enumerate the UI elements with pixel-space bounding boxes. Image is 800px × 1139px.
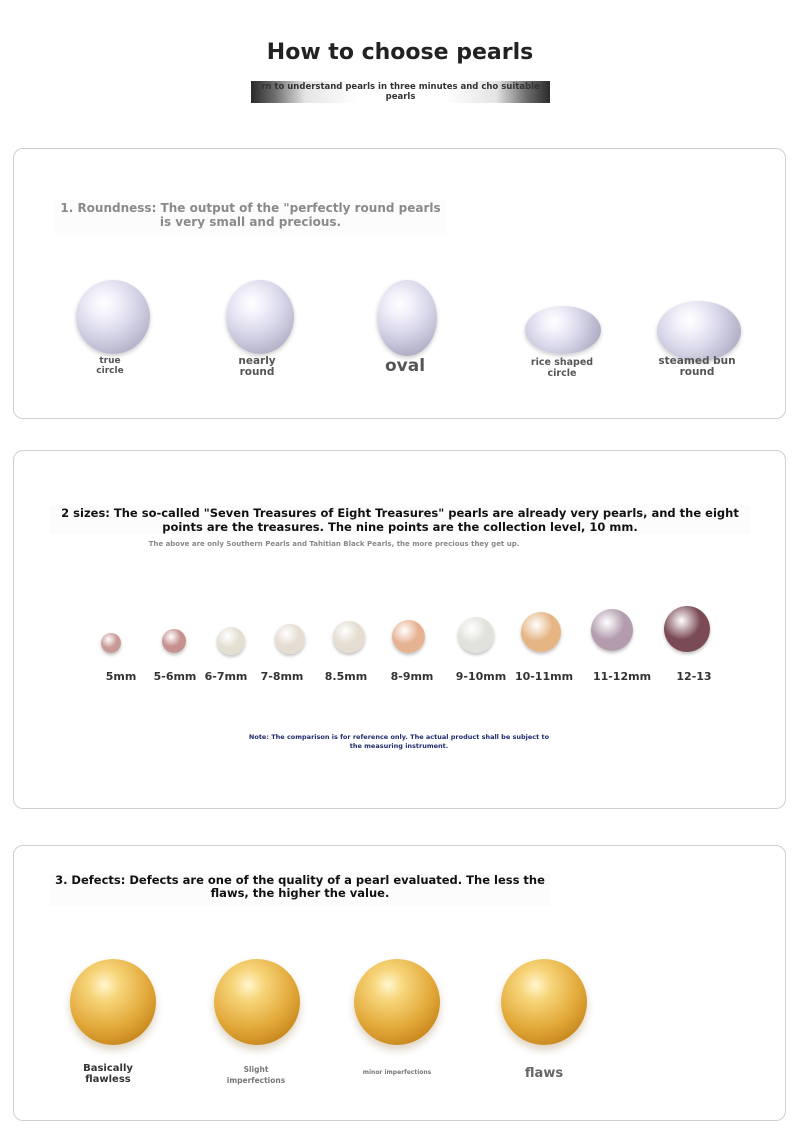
pearl-shape-label: oval (384, 356, 426, 376)
defect-label: Slight imperfections (226, 1065, 286, 1085)
size-pearl-8-9mm (392, 620, 425, 653)
pearl-shape-label: true circle (96, 356, 124, 376)
defects-panel (13, 845, 786, 1121)
size-label: 9-10mm (455, 670, 507, 683)
size-label: 5mm (105, 670, 137, 683)
size-label: 5-6mm (153, 670, 197, 683)
size-label: 10-11mm (514, 670, 574, 683)
true-circle-pearl (76, 280, 150, 354)
steamed-bun-pearl (657, 301, 741, 361)
defects-heading: 3. Defects: Defects are one of the quality of a pearl evaluated. The less the flaws, the higher the value. (50, 874, 550, 906)
flawless-pearl (70, 959, 156, 1045)
sizes-panel (13, 450, 786, 809)
size-label: 7-8mm (260, 670, 304, 683)
pearl-shape-label: steamed bun round (658, 355, 736, 378)
size-pearl-10-11mm (521, 612, 561, 652)
defect-label: minor imperfections (362, 1069, 432, 1076)
page-title: How to choose pearls (266, 40, 534, 65)
roundness-panel (13, 148, 786, 419)
defect-label: flaws (524, 1066, 564, 1081)
size-pearl-5mm (101, 633, 121, 653)
pearl-shape-label: rice shaped circle (530, 357, 594, 379)
size-label: 11-12mm (592, 670, 652, 683)
rice-shaped-pearl (525, 306, 601, 354)
flaws-pearl (501, 959, 587, 1045)
size-pearl-11-12mm (591, 609, 633, 651)
size-pearl-8.5mm (333, 621, 365, 653)
size-pearl-5-6mm (162, 629, 186, 653)
oval-pearl (377, 280, 437, 356)
minor-imperfections-pearl (354, 959, 440, 1045)
size-pearl-7-8mm (275, 624, 305, 654)
size-label: 8.5mm (324, 670, 368, 683)
size-pearl-6-7mm (217, 627, 245, 655)
sizes-heading: 2 sizes: The so-called "Seven Treasures of Eight Treasures" pearls are already very pearls, and the eight points are the treasures. The nine points are the collection level, 10 mm. (50, 506, 750, 534)
size-pearl-12-13 (664, 606, 710, 652)
comparison-note: Note: The comparison is for reference only. The actual product shall be subject to the measuring instrument. (248, 733, 550, 750)
size-pearl-9-10mm (458, 617, 494, 653)
size-label: 6-7mm (204, 670, 248, 683)
slight-imperfections-pearl (214, 959, 300, 1045)
roundness-heading: 1. Roundness: The output of the "perfectly round pearls is very small and precious. (54, 200, 447, 235)
size-label: 12-13 (676, 670, 712, 683)
defect-label: Basically flawless (83, 1063, 133, 1085)
subtitle-banner: rn to understand pearls in three minutes and cho suitable pearls (251, 81, 550, 103)
sizes-subnote: The above are only Southern Pearls and Tahitian Black Pearls, the more precious they get up. (148, 540, 520, 548)
pearl-shape-label: nearly round (238, 355, 276, 378)
nearly-round-pearl (226, 280, 294, 354)
size-label: 8-9mm (390, 670, 434, 683)
